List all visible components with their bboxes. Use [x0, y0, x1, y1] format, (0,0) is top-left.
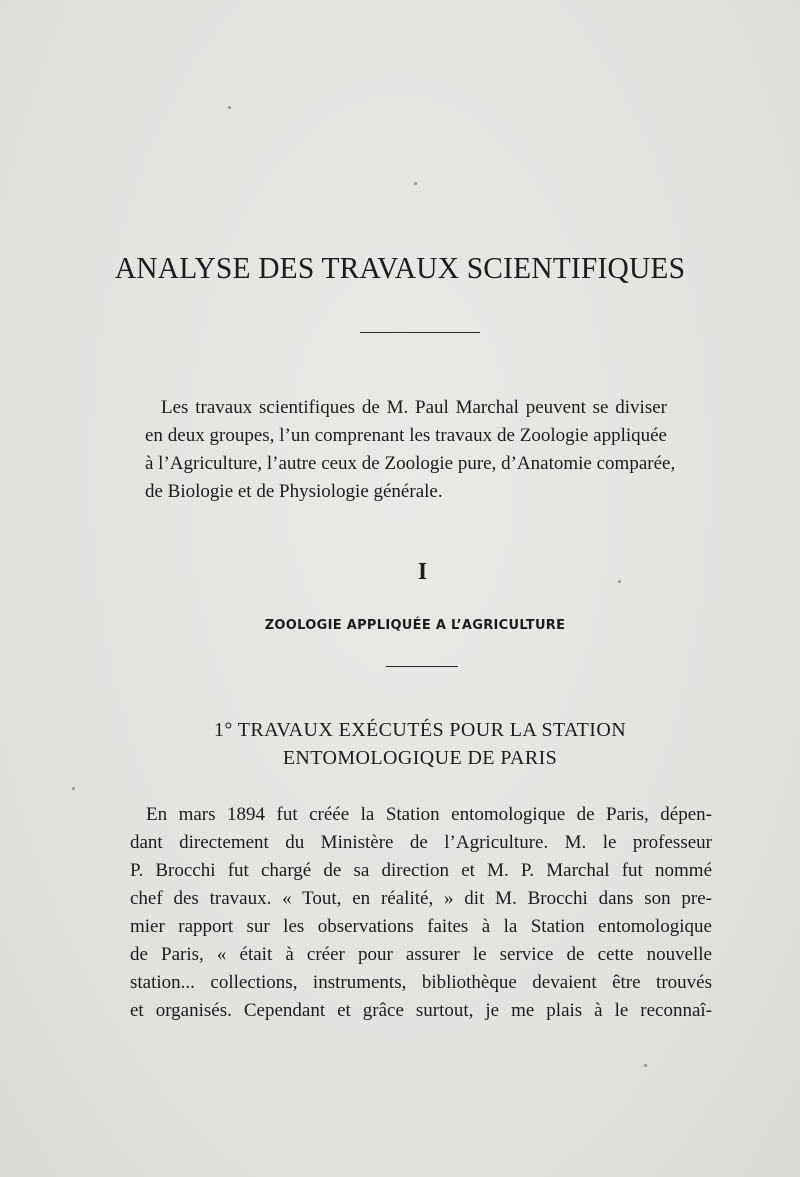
body-paragraph: [130, 801, 712, 1025]
body-line: dant directement du Ministère de l’Agriculture. M. le professeur: [130, 832, 712, 853]
paper-speck: [228, 106, 231, 109]
body-line: et organisés. Cependant et grâce surtout, je me plais à le reconnaî-: [130, 1000, 712, 1021]
paper-speck: [644, 1064, 647, 1067]
body-line: chef des travaux. « Tout, en réalité, » dit M. Brocchi dans son pre-: [130, 888, 712, 909]
section-title: ZOOLOGIE APPLIQUÉE A L’AGRICULTURE: [264, 618, 566, 633]
paper-speck: [414, 182, 417, 185]
body-line: mier rapport sur les observations faites à la Station entomologique: [130, 916, 712, 937]
title-divider: [360, 332, 480, 333]
intro-line: de Biologie et de Physiologie générale.: [145, 481, 443, 502]
paper-speck: [618, 580, 621, 583]
section-divider: [386, 666, 458, 667]
subsection-title: [140, 716, 700, 772]
body-line: En mars 1894 fut créée la Station entomologique de Paris, dépen-: [146, 804, 712, 825]
body-line: P. Brocchi fut chargé de sa direction et M. P. Marchal fut nommé: [130, 860, 712, 881]
subsection-title-line: ENTOMOLOGIQUE DE PARIS: [282, 747, 558, 769]
intro-paragraph: [145, 394, 676, 506]
intro-line: Les travaux scientifiques de M. Paul Marchal peuvent se diviser: [161, 397, 667, 418]
page-title: ANALYSE DES TRAVAUX SCIENTIFIQUES: [114, 250, 686, 285]
body-line: de Paris, « était à créer pour assurer le service de cette nouvelle: [130, 944, 712, 965]
intro-line: en deux groupes, l’un comprenant les travaux de Zoologie appliquée: [145, 425, 667, 446]
subsection-title-line: 1° TRAVAUX EXÉCUTÉS POUR LA STATION: [213, 719, 627, 741]
intro-line: à l’Agriculture, l’autre ceux de Zoologie pure, d’Anatomie comparée,: [145, 453, 676, 474]
paper-speck: [72, 787, 75, 790]
section-number: I: [417, 559, 428, 585]
body-line: station... collections, instruments, bibliothèque devaient être trouvés: [130, 972, 712, 993]
